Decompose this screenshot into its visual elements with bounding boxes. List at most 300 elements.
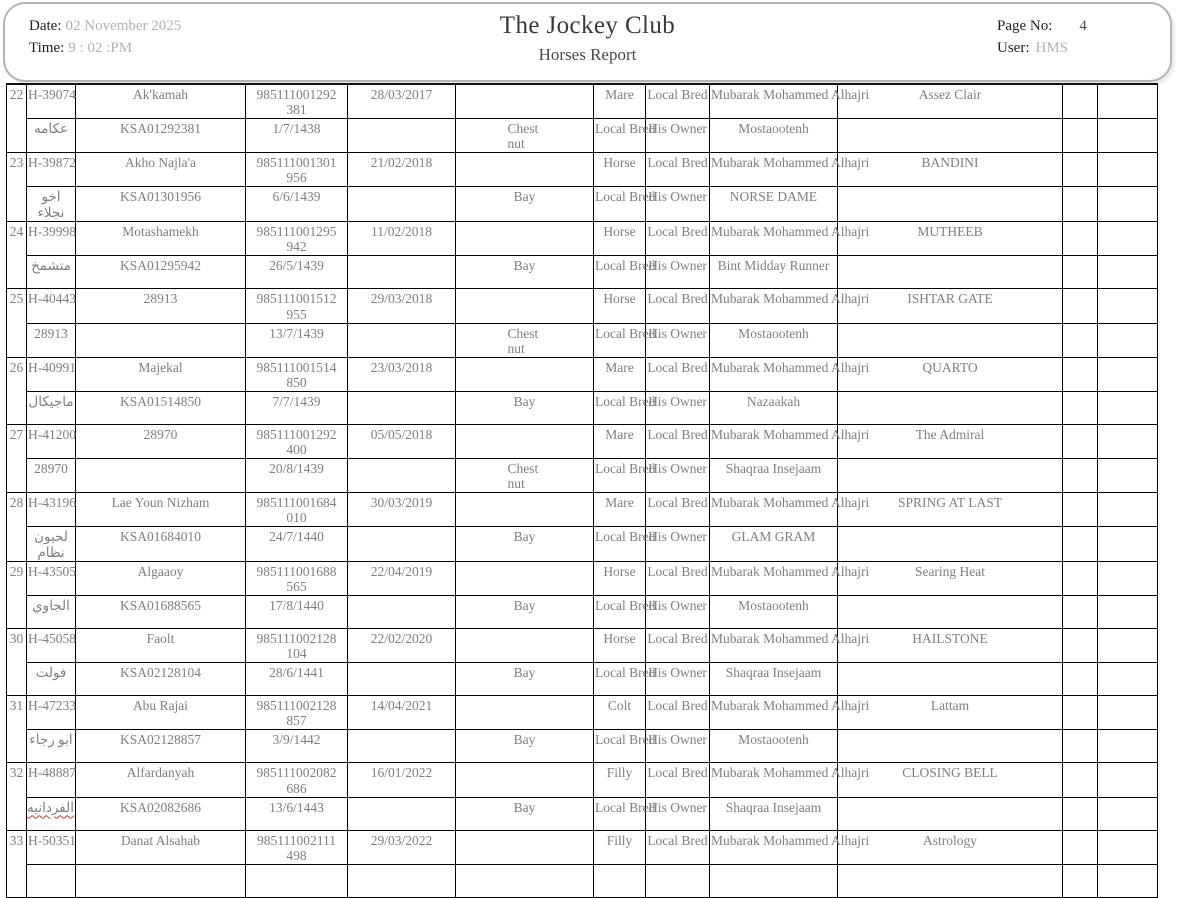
horse-name-ar: ابو رجاء [29,732,73,748]
horse-name-en: 28970 [143,426,178,442]
microchip-cell [246,562,348,596]
empty-cell [348,797,456,830]
empty-cell [838,797,1063,830]
microchip-number: 985111001292381 [256,87,337,118]
report-header-card [3,2,1172,82]
breed-type-cell [646,289,710,323]
horse-id: H-48887 [28,765,76,781]
owner2-name: His Owner [648,325,707,341]
horse-row-primary [7,84,1158,119]
empty-cell [1063,663,1098,696]
breed-type-cell [594,256,656,289]
horse-row-primary [7,424,1158,458]
owner2-name: His Owner [648,529,707,545]
sex-cell [594,222,646,256]
empty-cell [1063,562,1098,596]
hijri-date: 24/7/1440 [269,529,324,545]
horse-name-en: Faolt [146,631,175,647]
horse-id: H-41200 [28,426,76,442]
row-number: 23 [9,155,24,171]
user-line [997,37,1087,59]
hijri-date-cell [246,596,348,629]
owner-name: Mubarak Mohammed Alhajri [711,832,870,848]
owner-cell [710,222,870,256]
birth-date: 22/04/2019 [370,564,433,580]
breed-type-cell [646,153,710,187]
horse-id: H-40991 [28,359,76,375]
horses-table-container [6,83,1158,898]
empty-cell [1098,629,1158,663]
microchip-cell [246,830,348,864]
sex-value: Mare [605,359,634,375]
hijri-date: 26/5/1439 [269,258,324,274]
breed-type: Local Bred [595,258,656,274]
horse-name-en-cell [76,763,246,797]
breed-type-cell [646,222,710,256]
hijri-date-cell [246,730,348,763]
microchip-cell [246,763,348,797]
horse-id-cell [27,763,76,797]
sire-name: Lattam [930,698,970,714]
microchip-number: 985111002082686 [256,765,337,796]
empty-cell [838,391,1063,424]
row-number-cell [7,830,27,897]
empty-cell [348,596,456,629]
sire-cell [838,84,1063,119]
empty-cell [1063,596,1098,629]
horse-row-secondary [7,797,1158,830]
breed-type: Local Bred [647,155,708,171]
microchip-number: 985111001688565 [256,564,337,595]
breed-type-cell [646,830,710,864]
breed-type-cell [594,797,656,830]
birth-date: 23/03/2018 [370,359,433,375]
sire-cell [838,289,1063,323]
owner2-cell [646,663,710,696]
horse-name-en: Ak'kamah [133,87,188,102]
empty-cell [838,730,1063,763]
color-cell [456,797,594,830]
owner2-cell [646,527,710,562]
reg-no: KSA01292381 [119,121,201,137]
row-number-cell [7,492,27,561]
sire-cell [838,562,1063,596]
microchip-number: 985111002128857 [256,698,337,729]
empty-cell [1063,84,1098,119]
sex-value: Mare [605,87,634,102]
empty-cell [1063,323,1098,357]
empty-cell [1063,527,1098,562]
row-number: 29 [9,564,24,580]
hijri-date-cell [246,256,348,289]
birth-date-cell [348,424,456,458]
empty-cell [456,153,594,187]
owner-name: Mubarak Mohammed Alhajri [711,698,870,714]
sire-name: The Admiral [915,426,985,442]
empty-cell [1063,864,1098,897]
sex-value: Mare [605,426,634,442]
hijri-date: 6/6/1439 [272,189,321,205]
birth-date-cell [348,492,456,526]
sire-cell [838,492,1063,526]
sire-cell [838,222,1063,256]
breed-type: Local Bred [595,732,656,748]
color-value: Bay [513,665,536,681]
dam-cell [710,663,838,696]
empty-cell [1063,153,1098,187]
color-value: Bay [513,189,536,205]
horse-name-ar-cell [27,458,76,492]
sex-value: Horse [603,224,636,240]
sex-value: Filly [606,765,633,781]
empty-cell [348,391,456,424]
row-number-cell [7,222,27,289]
breed-type-cell [646,696,710,730]
empty-cell [1063,289,1098,323]
empty-cell [1098,84,1158,119]
breed-type-cell [646,629,710,663]
dam-cell [710,458,838,492]
color-cell [456,864,594,897]
owner-name: Mubarak Mohammed Alhajri [711,631,870,647]
reg-no-cell [76,391,246,424]
color-cell [456,527,594,562]
dam-cell [710,730,838,763]
horse-row-secondary [7,864,1158,897]
empty-cell [1098,153,1158,187]
row-number: 26 [9,359,24,375]
sex-value: Horse [603,564,636,580]
owner-cell [710,562,870,596]
owner-cell [710,830,870,864]
reg-no-cell [76,527,246,562]
owner2-cell [646,119,710,153]
owner-cell [710,696,870,730]
reg-no: KSA01688565 [119,598,201,614]
row-number-cell [7,629,27,696]
empty-cell [838,187,1063,222]
breed-type-cell [594,187,656,222]
sire-name: QUARTO [922,359,978,375]
horse-id-cell [27,562,76,596]
sire-name: Searing Heat [914,564,986,580]
breed-type-cell [646,424,710,458]
hijri-date: 13/7/1439 [269,325,324,341]
dam-name: Nazaakah [746,393,801,409]
horse-name-en-cell [76,289,246,323]
empty-cell [456,492,594,526]
reg-no: KSA02082686 [119,799,201,815]
hijri-date-cell [246,797,348,830]
horse-name-en-cell [76,830,246,864]
sire-cell [838,830,1063,864]
hijri-date: 3/9/1442 [272,732,321,748]
empty-cell [348,119,456,153]
empty-cell [1063,730,1098,763]
birth-date-cell [348,763,456,797]
reg-no-cell [76,730,246,763]
hijri-date: 17/8/1440 [269,598,324,614]
microchip-number: 985111001512955 [256,291,337,322]
horse-id: H-40443 [28,291,76,307]
user-value: HMS [1035,40,1069,56]
owner-cell [710,492,870,526]
dam-cell [710,256,838,289]
hijri-date-cell [246,187,348,222]
birth-date: 28/03/2017 [370,87,433,102]
color-cell [456,730,594,763]
microchip-cell [246,424,348,458]
sex-value: Filly [606,832,633,848]
horse-row-primary [7,763,1158,797]
horse-name-en: Abu Rajai [132,698,189,714]
horse-name-ar-cell [27,256,76,289]
horse-name-en: Danat Alsahab [120,832,201,848]
owner2-name: His Owner [648,665,707,681]
reg-no: KSA01684010 [119,529,201,545]
reg-no: KSA01301956 [119,189,201,205]
color-value: Bay [513,393,536,409]
owner2-cell [646,187,710,222]
owner2-name: His Owner [648,460,707,476]
breed-type: Local Bred [647,564,708,580]
owner2-name: His Owner [648,121,707,137]
horse-id-cell [27,696,76,730]
horse-id: H-43196 [28,494,76,510]
empty-cell [838,323,1063,357]
owner-name: Mubarak Mohammed Alhajri [711,291,870,307]
hijri-date-cell [246,527,348,562]
sire-cell [838,629,1063,663]
sex-value: Horse [603,291,636,307]
empty-cell [838,663,1063,696]
sire-cell [838,357,1063,391]
empty-cell [456,357,594,391]
dam-name: NORSE DAME [729,189,818,205]
horse-name-ar: اخو نجلاء [37,189,65,221]
owner2-name: His Owner [648,732,707,748]
empty-cell [1098,763,1158,797]
dam-name: Shaqraa Insejaam [725,460,822,476]
sex-cell [594,153,646,187]
color-value: Bay [513,799,536,815]
color-cell [456,458,594,492]
horse-id: H-50351 [28,832,76,848]
horse-id-cell [27,424,76,458]
horse-row-secondary [7,458,1158,492]
empty-cell [1098,492,1158,526]
birth-date-cell [348,830,456,864]
empty-cell [456,289,594,323]
row-number-cell [7,84,27,153]
owner-name: Mubarak Mohammed Alhajri [711,359,870,375]
color-cell [456,187,594,222]
horse-id-cell [27,222,76,256]
horse-row-primary [7,492,1158,526]
owner2-cell [646,596,710,629]
horse-id: H-47233 [28,698,76,714]
row-number-cell [7,424,27,492]
breed-type: Local Bred [647,291,708,307]
empty-cell [1098,424,1158,458]
breed-type: Local Bred [647,359,708,375]
empty-cell [838,864,1063,897]
breed-type: Local Bred [595,529,656,545]
owner-cell [710,84,870,119]
hijri-date-cell [246,119,348,153]
reg-no-cell [76,119,246,153]
empty-cell [348,730,456,763]
row-number: 30 [9,631,24,647]
horse-name-en: Motashamekh [122,224,199,240]
breed-type: Local Bred [595,799,656,815]
color-cell [456,256,594,289]
breed-type-cell [594,864,646,897]
reg-no-cell [76,458,246,492]
horse-name-ar: متشمخ [31,258,71,274]
sex-value: Mare [605,494,634,510]
horse-name-en: Lae Youn Nizham [111,494,210,510]
horse-name-ar-cell [27,797,76,830]
time-label: Time: [29,40,65,56]
horse-name-ar-cell [27,187,76,222]
sire-name: CLOSING BELL [902,765,998,781]
hijri-date-cell [246,323,348,357]
birth-date-cell [348,696,456,730]
sex-cell [594,424,646,458]
sire-name: Assez Clair [918,87,982,102]
horse-name-ar-cell [27,864,76,897]
microchip-cell [246,84,348,119]
report-pageinfo-block [997,15,1087,59]
horse-id-cell [27,153,76,187]
reg-no-cell [76,797,246,830]
empty-cell [456,830,594,864]
horse-name-en: Algaaoy [137,564,184,580]
birth-date-cell [348,222,456,256]
reg-no-cell [76,864,246,897]
horses-table [6,83,1158,898]
empty-cell [1063,222,1098,256]
breed-type-cell [594,730,656,763]
report-title: The Jockey Club [499,12,676,39]
horse-row-primary [7,830,1158,864]
color-cell [456,119,594,153]
horse-row-primary [7,222,1158,256]
breed-type-cell [594,596,656,629]
owner2-cell [646,256,710,289]
empty-cell [1063,256,1098,289]
owner2-cell [646,864,710,897]
dam-cell [710,596,838,629]
sex-value: Horse [603,631,636,647]
sire-cell [838,696,1063,730]
microchip-number: 985111002111498 [257,832,336,863]
breed-type: Local Bred [595,121,656,137]
horse-name-ar: عكامه [33,121,69,137]
horse-name-en-cell [76,84,246,119]
empty-cell [456,424,594,458]
reg-no-cell [76,187,246,222]
hijri-date-cell [246,458,348,492]
reg-no: KSA01295942 [119,258,201,274]
microchip-cell [246,357,348,391]
birth-date: 16/01/2022 [370,765,433,781]
date-value: 02 November 2025 [65,18,182,34]
color-cell [456,323,594,357]
horse-name-ar: لحيون نظام [34,529,68,561]
dam-name: GLAM GRAM [731,529,816,545]
hijri-date-cell [246,864,348,897]
horse-name-ar: 28913 [34,325,68,341]
breed-type: Local Bred [647,224,708,240]
microchip-number: 985111001684010 [256,494,337,526]
empty-cell [348,864,456,897]
horse-name-en: Akho Najla'a [124,155,197,171]
owner-name: Mubarak Mohammed Alhajri [711,494,870,510]
microchip-number: 985111001514850 [256,359,337,390]
empty-cell [456,84,594,119]
empty-cell [348,527,456,562]
horse-name-en: 28913 [143,291,178,307]
dam-name: Mostaootenh [738,598,809,614]
owner-cell [710,153,870,187]
hijri-date-cell [246,391,348,424]
empty-cell [1063,830,1098,864]
horse-id-cell [27,84,76,119]
empty-cell [348,256,456,289]
dam-cell [710,119,838,153]
breed-type: Local Bred [647,426,708,442]
row-number-cell [7,763,27,830]
reg-no: KSA01514850 [119,393,201,409]
row-number: 33 [9,832,24,848]
breed-type-cell [594,458,656,492]
dam-cell [710,864,838,897]
breed-type-cell [594,391,656,424]
empty-cell [348,187,456,222]
dam-cell [710,527,838,562]
hijri-date: 13/6/1443 [269,799,324,815]
reg-no-cell [76,256,246,289]
color-value: Chestnut [507,325,539,356]
breed-type: Local Bred [595,393,656,409]
empty-cell [1063,357,1098,391]
owner-name: Mubarak Mohammed Alhajri [711,765,870,781]
row-number: 24 [9,224,24,240]
dam-cell [710,797,838,830]
birth-date: 11/02/2018 [370,224,432,240]
owner-cell [710,629,870,663]
breed-type: Local Bred [595,460,656,476]
horse-name-en-cell [76,222,246,256]
sex-cell [594,492,646,526]
horse-name-en-cell [76,629,246,663]
horse-row-secondary [7,391,1158,424]
dam-name: Shaqraa Insejaam [725,665,822,681]
breed-type-cell [594,527,656,562]
horse-name-ar-cell [27,323,76,357]
reg-no: KSA02128857 [119,732,201,748]
row-number-cell [7,562,27,629]
owner-name: Mubarak Mohammed Alhajri [711,564,870,580]
owner-cell [710,424,870,458]
microchip-number: 985111001292400 [256,426,337,457]
horse-row-secondary [7,323,1158,357]
row-number: 31 [9,698,24,714]
horse-name-ar-cell [27,730,76,763]
sex-cell [594,763,646,797]
